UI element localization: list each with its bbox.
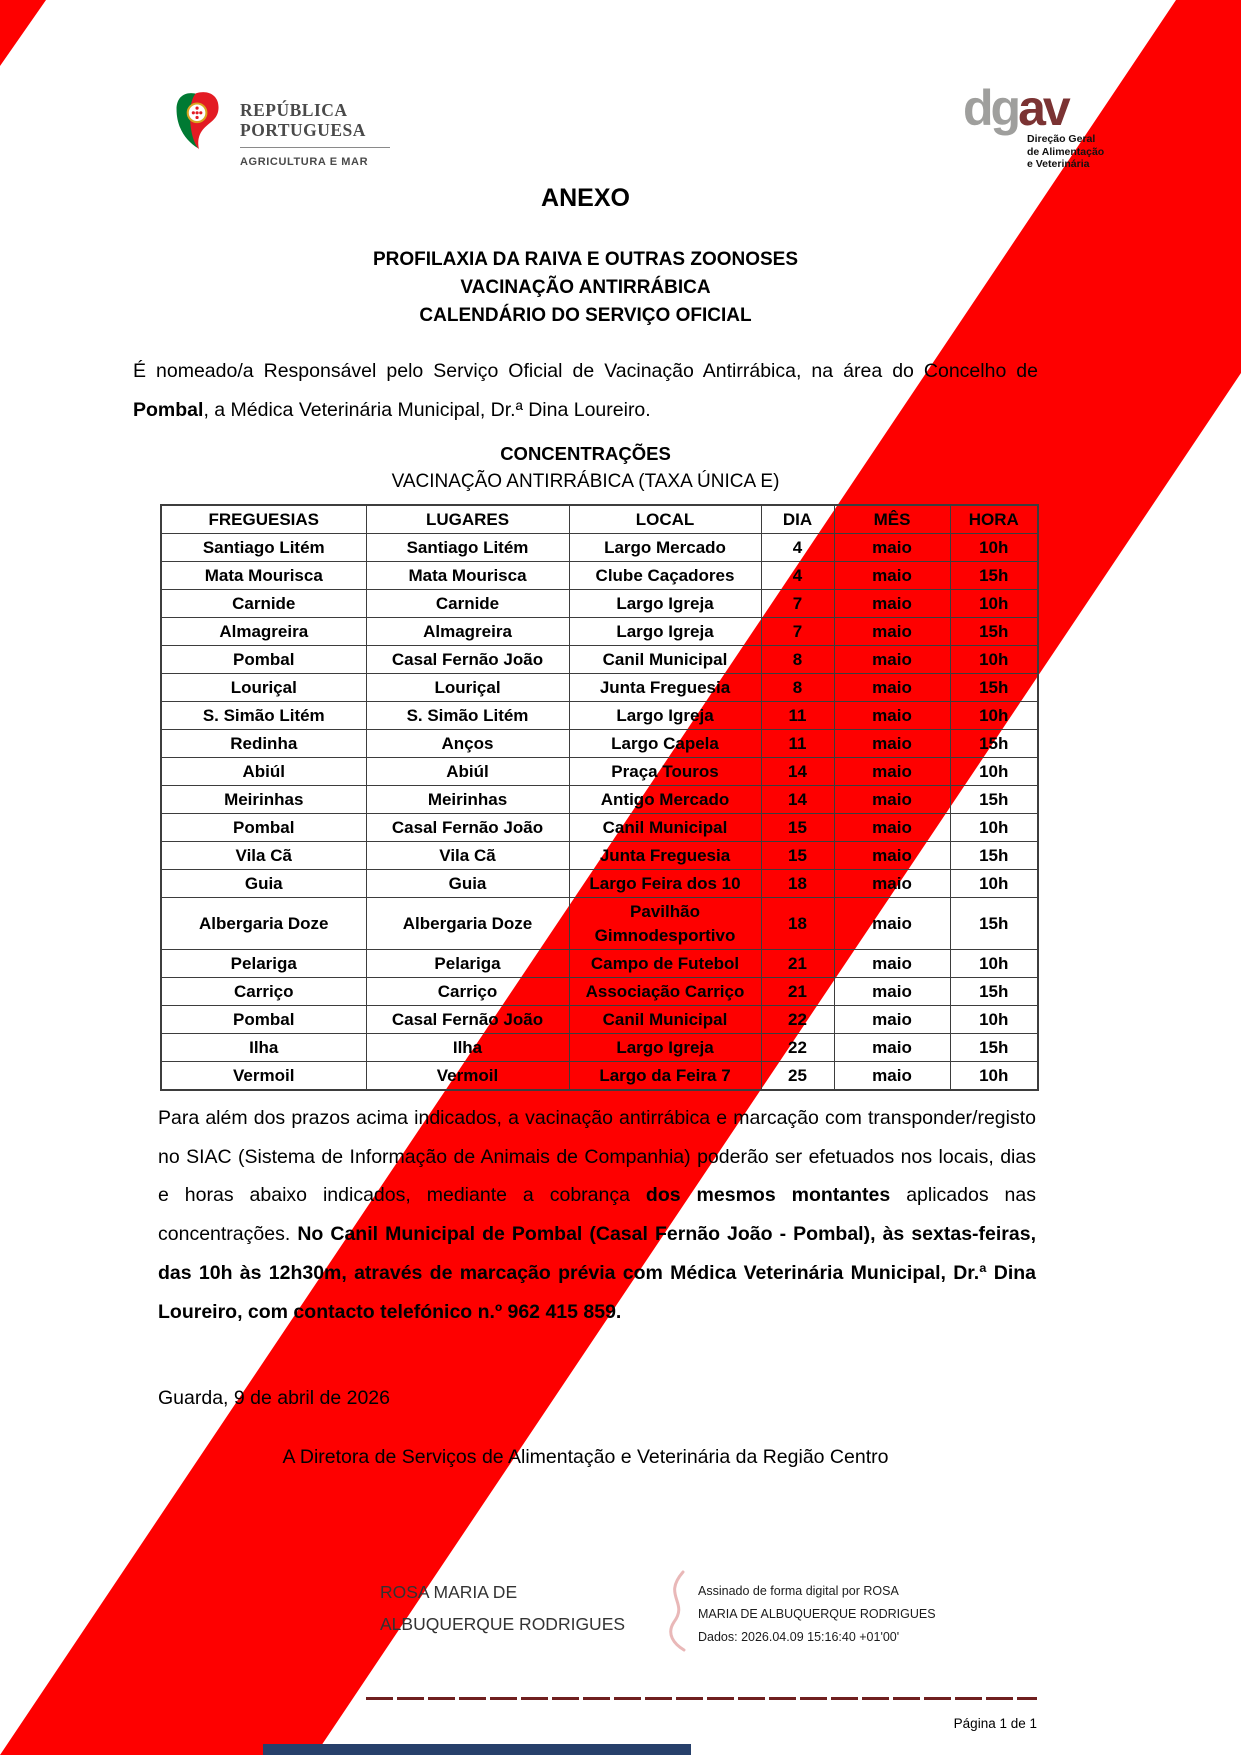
table-cell: Ilha: [161, 1034, 366, 1062]
notes-paragraph: [158, 1099, 1036, 1331]
table-cell: Almagreira: [161, 618, 366, 646]
bottom-edge-bar: [263, 1744, 691, 1755]
republica-portuguesa-logo: [170, 90, 390, 168]
section-heading: [133, 440, 1038, 496]
table-cell: 25: [761, 1062, 834, 1091]
republica-emblem-icon: [170, 90, 226, 163]
table-cell: maio: [834, 674, 950, 702]
table-row: [161, 562, 1038, 590]
table-body: [161, 534, 1038, 1091]
table-cell: maio: [834, 618, 950, 646]
table-cell: maio: [834, 590, 950, 618]
column-header-dia: DIA: [761, 505, 834, 534]
table-cell: Anços: [366, 730, 569, 758]
table-cell: Canil Municipal: [569, 1006, 761, 1034]
table-cell: maio: [834, 978, 950, 1006]
table-cell: Meirinhas: [366, 786, 569, 814]
table-cell: Carriço: [161, 978, 366, 1006]
dgav-caption-line1: Direção Geral: [1027, 133, 1096, 145]
dgav-caption-line2: de Alimentação: [1027, 145, 1105, 158]
column-header-lugares: LUGARES: [366, 505, 569, 534]
table-cell: Carnide: [161, 590, 366, 618]
table-cell: 10h: [950, 870, 1038, 898]
table-cell: Vila Cã: [366, 842, 569, 870]
republica-title-line2: PORTUGUESA: [240, 120, 366, 140]
table-row: [161, 950, 1038, 978]
table-cell: maio: [834, 1034, 950, 1062]
table-cell: 7: [761, 618, 834, 646]
table-cell: 10h: [950, 950, 1038, 978]
table-row: [161, 978, 1038, 1006]
table-cell: 8: [761, 646, 834, 674]
table-cell: maio: [834, 534, 950, 562]
table-cell: Casal Fernão João: [366, 646, 569, 674]
column-header-hora: HORA: [950, 505, 1038, 534]
signature-name-line1: ROSA MARIA DE: [380, 1582, 518, 1602]
table-cell: 15h: [950, 730, 1038, 758]
table-cell: Albergaria Doze: [161, 898, 366, 950]
table-cell: 21: [761, 950, 834, 978]
table-cell: Largo Igreja: [569, 1034, 761, 1062]
republica-department: AGRICULTURA E MAR: [240, 156, 369, 168]
table-cell: Guia: [366, 870, 569, 898]
table-cell: Pelariga: [366, 950, 569, 978]
intro-paragraph: [133, 352, 1038, 429]
table-cell: Meirinhas: [161, 786, 366, 814]
table-cell: 18: [761, 898, 834, 950]
table-cell: 10h: [950, 758, 1038, 786]
dgav-logotype-maroon: av: [1018, 80, 1068, 136]
signature-digital-line2: MARIA DE ALBUQUERQUE RODRIGUES: [698, 1607, 936, 1621]
table-cell: Praça Touros: [569, 758, 761, 786]
table-cell: Pombal: [161, 646, 366, 674]
table-cell: 15h: [950, 978, 1038, 1006]
table-cell: maio: [834, 702, 950, 730]
table-cell: Largo Feira dos 10: [569, 870, 761, 898]
table-cell: Santiago Litém: [161, 534, 366, 562]
logo-divider: [240, 147, 390, 148]
table-row: [161, 702, 1038, 730]
table-cell: Carnide: [366, 590, 569, 618]
table-cell: 14: [761, 758, 834, 786]
table-row: [161, 1034, 1038, 1062]
table-cell: Largo da Feira 7: [569, 1062, 761, 1091]
table-cell: 15h: [950, 618, 1038, 646]
table-row: [161, 590, 1038, 618]
dgav-logotype-gray: dg: [963, 80, 1019, 136]
annex-title: ANEXO: [541, 184, 630, 212]
table-cell: 10h: [950, 814, 1038, 842]
signature-digital-line1: Assinado de forma digital por ROSA: [698, 1584, 899, 1598]
notes-bold-2: No Canil Municipal de Pombal (Casal Fernão João - Pombal), às sextas-feiras, das 10h às 12h30m, através de marcação prévia com Médica Veterinária Municipal, Dr.ª Dina Loureiro, com contacto telefónico n.º 962 415 859.: [158, 1223, 1036, 1323]
table-row: [161, 786, 1038, 814]
table-cell: Albergaria Doze: [366, 898, 569, 950]
notes-text-1: Para além dos prazos acima indicados, a vacinação antirrábica e marcação com transponder/registo no SIAC (Sistema de Informação de Animais de Companhia) poderão ser efetuados nos locais, dias e horas abaixo indicados, mediante a cobrança: [158, 1107, 1036, 1207]
table-cell: Largo Igreja: [569, 590, 761, 618]
table-cell: maio: [834, 842, 950, 870]
intro-text: É nomeado/a Responsável pelo Serviço Oficial de Vacinação Antirrábica, na área do Concelho de: [133, 360, 1038, 382]
table-cell: 15h: [950, 674, 1038, 702]
table-cell: 15h: [950, 562, 1038, 590]
table-cell: maio: [834, 870, 950, 898]
table-cell: Pombal: [161, 1006, 366, 1034]
table-cell: Antigo Mercado: [569, 786, 761, 814]
table-cell: 14: [761, 786, 834, 814]
table-cell: Ilha: [366, 1034, 569, 1062]
table-cell: Mata Mourisca: [366, 562, 569, 590]
dgav-logotype: [963, 80, 1123, 136]
table-cell: Redinha: [161, 730, 366, 758]
table-cell: Largo Mercado: [569, 534, 761, 562]
place-date-line: Guarda, 9 de abril de 2026: [158, 1387, 391, 1409]
table-cell: Canil Municipal: [569, 646, 761, 674]
table-cell: Louriçal: [366, 674, 569, 702]
footer-dashed-line: [366, 1697, 1037, 1700]
intro-text-tail: , a Médica Veterinária Municipal, Dr.ª Dina Loureiro.: [203, 398, 651, 421]
table-cell: Vermoil: [161, 1062, 366, 1091]
table-cell: 11: [761, 730, 834, 758]
table-cell: Largo Capela: [569, 730, 761, 758]
table-cell: 18: [761, 870, 834, 898]
table-cell: Largo Igreja: [569, 702, 761, 730]
table-cell: Campo de Futebol: [569, 950, 761, 978]
table-cell: Casal Fernão João: [366, 814, 569, 842]
table-cell: S. Simão Litém: [161, 702, 366, 730]
table-row: [161, 842, 1038, 870]
table-row: [161, 646, 1038, 674]
table-cell: 10h: [950, 702, 1038, 730]
table-cell: Pavilhão Gimnodesportivo: [569, 898, 761, 950]
table-cell: 11: [761, 702, 834, 730]
table-cell: Guia: [161, 870, 366, 898]
notes-text-2: aplicados nas concentrações.: [158, 1184, 1036, 1246]
table-row: [161, 1062, 1038, 1091]
table-cell: 15: [761, 842, 834, 870]
table-cell: 21: [761, 978, 834, 1006]
dgav-caption: [1027, 133, 1123, 171]
table-cell: Louriçal: [161, 674, 366, 702]
column-header-local: LOCAL: [569, 505, 761, 534]
table-row: [161, 814, 1038, 842]
table-cell: 22: [761, 1034, 834, 1062]
table-header-row: [161, 505, 1038, 534]
intro-bold-pombal: Pombal: [133, 398, 204, 421]
table-cell: Junta Freguesia: [569, 842, 761, 870]
subtitle-line3: CALENDÁRIO DO SERVIÇO OFICIAL: [419, 305, 752, 326]
table-cell: Canil Municipal: [569, 814, 761, 842]
table-row: [161, 870, 1038, 898]
table-cell: maio: [834, 730, 950, 758]
subtitle-line2: VACINAÇÃO ANTIRRÁBICA: [460, 277, 711, 298]
signature-digital-line3: Dados: 2026.04.09 15:16:40 +01'00': [698, 1630, 900, 1644]
table-row: [161, 730, 1038, 758]
dgav-logo: [963, 80, 1123, 171]
table-cell: maio: [834, 1062, 950, 1091]
table-cell: Vila Cã: [161, 842, 366, 870]
subtitle-line1: PROFILAXIA DA RAIVA E OUTRAS ZOONOSES: [372, 249, 799, 270]
table-cell: S. Simão Litém: [366, 702, 569, 730]
table-cell: 10h: [950, 590, 1038, 618]
table-row: [161, 758, 1038, 786]
table-cell: 15h: [950, 842, 1038, 870]
republica-title-line1: REPÚBLICA: [240, 100, 348, 120]
table-cell: 8: [761, 674, 834, 702]
table-cell: maio: [834, 758, 950, 786]
table-row: [161, 674, 1038, 702]
table-cell: maio: [834, 786, 950, 814]
table-cell: Carriço: [366, 978, 569, 1006]
notes-bold-1: dos mesmos montantes: [645, 1184, 891, 1207]
table-cell: Junta Freguesia: [569, 674, 761, 702]
table-cell: Clube Caçadores: [569, 562, 761, 590]
table-cell: maio: [834, 898, 950, 950]
table-cell: Vermoil: [366, 1062, 569, 1091]
table-cell: 22: [761, 1006, 834, 1034]
section-subtitle: VACINAÇÃO ANTIRRÁBICA (TAXA ÚNICA E): [391, 471, 780, 492]
dgav-caption-line3: e Veterinária: [1027, 158, 1090, 170]
table-cell: 10h: [950, 1062, 1038, 1091]
table-cell: Almagreira: [366, 618, 569, 646]
signatory-title: A Diretora de Serviços de Alimentação e Veterinária da Região Centro: [282, 1446, 889, 1468]
table-cell: Mata Mourisca: [161, 562, 366, 590]
vaccination-schedule-table: [160, 504, 1039, 1091]
table-cell: Casal Fernão João: [366, 1006, 569, 1034]
signature-name: [380, 1568, 650, 1640]
table-row: [161, 534, 1038, 562]
table-cell: maio: [834, 814, 950, 842]
table-cell: 4: [761, 534, 834, 562]
document-subtitles: [133, 246, 1038, 330]
table-cell: 10h: [950, 534, 1038, 562]
table-cell: 4: [761, 562, 834, 590]
table-row: [161, 1006, 1038, 1034]
table-cell: Santiago Litém: [366, 534, 569, 562]
table-cell: 15h: [950, 1034, 1038, 1062]
table-cell: maio: [834, 950, 950, 978]
signature-flourish-icon: [656, 1568, 692, 1659]
signature-name-line2: ALBUQUERQUE RODRIGUES: [380, 1614, 626, 1634]
table-cell: 15h: [950, 898, 1038, 950]
republica-logo-text: [240, 90, 390, 168]
digital-signature-block: [380, 1568, 936, 1659]
column-header-mes: MÊS: [834, 505, 950, 534]
table-cell: 15: [761, 814, 834, 842]
table-row: [161, 618, 1038, 646]
table-cell: Largo Igreja: [569, 618, 761, 646]
table-cell: maio: [834, 1006, 950, 1034]
section-title: CONCENTRAÇÕES: [500, 443, 671, 464]
table-cell: Associação Carriço: [569, 978, 761, 1006]
table-cell: 10h: [950, 1006, 1038, 1034]
page-number-label: Página 1 de 1: [953, 1716, 1037, 1731]
table-cell: Pombal: [161, 814, 366, 842]
table-cell: 15h: [950, 786, 1038, 814]
table-cell: 10h: [950, 646, 1038, 674]
table-cell: 7: [761, 590, 834, 618]
table-row: [161, 898, 1038, 950]
table-cell: maio: [834, 562, 950, 590]
column-header-freguesias: FREGUESIAS: [161, 505, 366, 534]
table-cell: Abiúl: [366, 758, 569, 786]
table-cell: Abiúl: [161, 758, 366, 786]
table-cell: Pelariga: [161, 950, 366, 978]
table-cell: maio: [834, 646, 950, 674]
signature-digital-details: [698, 1568, 936, 1649]
